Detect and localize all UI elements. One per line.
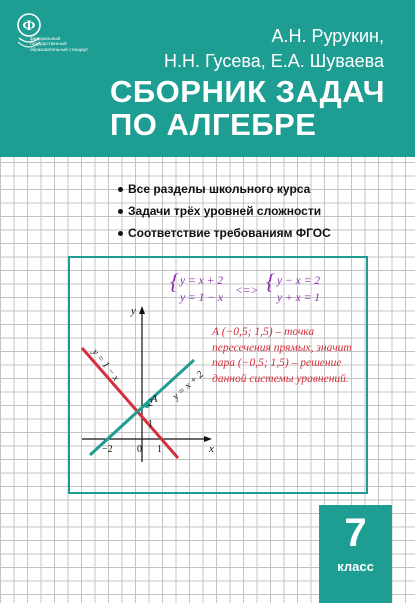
- equivalence-arrow: <=>: [235, 285, 259, 297]
- author-line-1: А.Н. Рурукин,: [271, 26, 384, 46]
- y-axis-arrow-icon: [139, 306, 145, 314]
- equation-right-2: y + x = 1: [277, 292, 320, 304]
- grade-badge: [319, 505, 392, 603]
- title-line-1: СБОРНИК ЗАДАЧ: [110, 74, 386, 109]
- grade-label: класс: [337, 559, 374, 574]
- left-brace: {: [170, 269, 179, 294]
- tick-origin: 0: [137, 444, 142, 455]
- tick-x-minus-2: −2: [102, 444, 113, 455]
- right-brace: {: [266, 269, 275, 294]
- label-line-2: y = x + 2: [170, 369, 206, 403]
- line-y-equals-1-minus-x: [82, 348, 178, 458]
- y-axis-label: y: [131, 305, 136, 317]
- solution-note: A (−0,5; 1,5) – точка пересечения прямых, значит пара (−0,5; 1,5) – решение данной системы уравнений.: [212, 326, 352, 385]
- x-axis-label: x: [209, 443, 214, 455]
- equation-system: [170, 269, 320, 304]
- title-line-2: ПО АЛГЕБРЕ: [110, 107, 317, 142]
- x-axis-arrow-icon: [204, 436, 212, 442]
- feature-text: Задачи трёх уровней сложности: [128, 204, 322, 218]
- equation-left-1: y = x + 2: [180, 275, 223, 287]
- point-label: A: [151, 394, 158, 405]
- tick-y-2: 2: [148, 398, 153, 409]
- feature-text: Все разделы школьного курса: [128, 182, 311, 196]
- logo-caption: федеральный государственный образовательный стандарт: [30, 36, 89, 52]
- tick-y-1: 1: [148, 419, 153, 430]
- grade-number: 7: [344, 511, 367, 555]
- author-line-2: Н.Н. Гусева, Е.А. Шуваева: [164, 51, 384, 71]
- equation-left-2: y = 1 − x: [180, 292, 223, 304]
- tick-x-1: 1: [157, 444, 162, 455]
- svg-text:Ф: Ф: [22, 18, 36, 34]
- equation-right-1: y − x = 2: [277, 275, 320, 287]
- feature-text: Соответствие требованиям ФГОС: [128, 226, 331, 240]
- label-line-1: y = 1 − x: [89, 347, 122, 384]
